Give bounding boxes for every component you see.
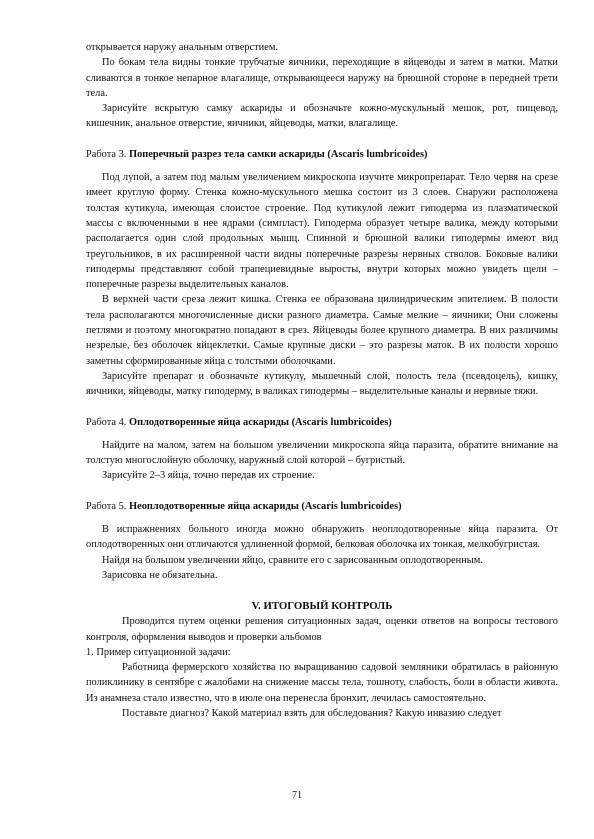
intro-paragraph-1: открывается наружу анальным отверстием. — [86, 42, 278, 53]
work5-heading — [86, 499, 558, 514]
work5-label: Работа 5. — [86, 500, 127, 512]
work5-paragraph-3: Зарисовка не обязательна. — [102, 569, 218, 581]
work5-paragraph-2: Найдя на большом увеличении яйцо, сравните его с зарисованным оплодотворенным. — [102, 554, 483, 566]
work3-paragraph-3: Зарисуйте препарат и обозначьте кутикулу, мышечный слой, полость тела (псевдоцель), кишку, яичники, яйцеводы, матку гиподерму, в валиках гиподермы – выделительные каналы и нервные тяжи. — [86, 370, 558, 398]
work5-title: Неоплодотворенные яйца аскариды (Ascaris lumbricoides) — [129, 500, 402, 512]
work4-paragraph-1: Найдите на малом, затем на большом увеличении микроскопа яйца паразита, обратите внимание на толстую многослойную оболочку, наружный слой которой – бугристый. — [86, 439, 558, 467]
section-title: V. ИТОГОВЫЙ КОНТРОЛЬ — [251, 600, 393, 613]
list-item: 1. Пример ситуационной задачи: — [86, 646, 231, 658]
work3-paragraph-2: В верхней части среза лежит кишка. Стенка ее образована цилиндрическим эпителием. В полости тела располагаются многочисленные диски разного диаметра. Самые мелкие – яичники; Они сложены петлями и поэтому многократно попадают в срез. Яйцеводы более крупного диаметра. В них различимы незрелые, без оболочек яйцеклетки. Самые крупные диски – это разрезы маток. В их полости хорошо заметны сформированные яйца с толстыми оболочками. — [86, 294, 558, 367]
work4-label: Работа 4. — [86, 416, 127, 428]
work3-heading — [86, 147, 558, 162]
task-paragraph: Работница фермерского хозяйства по выращиванию садовой земляники обратилась в районную поликлинику в сентябре с жалобами на снижение массы тела, тошноту, слабость, боли в области живота. Из анамнеза стало известно, что в июле она перенесла бронхит, лечилась самостоятельно. — [86, 662, 558, 704]
work4-heading — [86, 415, 558, 430]
intro-paragraph-2: По бокам тела видны тонкие трубчатые яичники, переходящие в яйцеводы и затем в матки. Матки сливаются в тонкое непарное влагалище, открывающееся наружу на брюшной стороне в передней трети тела. — [86, 57, 558, 99]
intro-paragraph-3: Зарисуйте вскрытую самку аскариды и обозначьте кожно-мускульный мешок, рот, пищевод, кишечник, анальное отверстие, яичники, яйцеводы, матки, влагалище. — [86, 103, 558, 130]
work4-paragraph-2: Зарисуйте 2–3 яйца, точно передав их строение. — [102, 470, 315, 482]
work4-title: Оплодотворенные яйца аскариды (Ascaris lumbricoides) — [129, 416, 392, 428]
work3-title: Поперечный разрез тела самки аскариды (Ascaris lumbricoides) — [129, 148, 428, 160]
page-number: 71 — [292, 790, 302, 801]
work3-paragraph-1: Под лупой, а затем под малым увеличением микроскопа изучите микропрепарат. Тело червя на срезе имеет круглую форму. Стенка кожно-мускульного мешка состоит из 3 слоев. Снаружи расположена толстая кутикула, имеющая слоистое строение. Под кутикулой лежит гиподерма из плазматической массы с включенными в нее ядрами (симпласт). Гиподерма образует четыре валика, между которыми располагается один слой продольных мышц. Спинной и брюшной валики гиподермы имеют вид треугольников, в их расширенной части видны поперечные разрезы нервных стволов. Боковые валики гиподермы представляют собой трапециевидные выросты, внутри которых можно увидеть щели – поперечные разрезы выделительных каналов. — [86, 172, 558, 291]
section-intro: Проводится путем оценки решения ситуационных задач, оценки ответов на вопросы тестового контроля, оформления выводов и проверки альбомов — [86, 616, 558, 643]
question-paragraph: Поставьте диагноз? Какой материал взять для обследования? Какую инвазию следует — [122, 707, 502, 719]
work5-paragraph-1: В испражнениях больного иногда можно обнаружить неоплодотворенные яйца паразита. От оплодотворенных они отличаются удлиненной формой, белковая оболочка их тонкая, мелкобугристая. — [86, 524, 558, 551]
page-content — [86, 40, 558, 721]
work3-label: Работа 3. — [86, 148, 127, 160]
